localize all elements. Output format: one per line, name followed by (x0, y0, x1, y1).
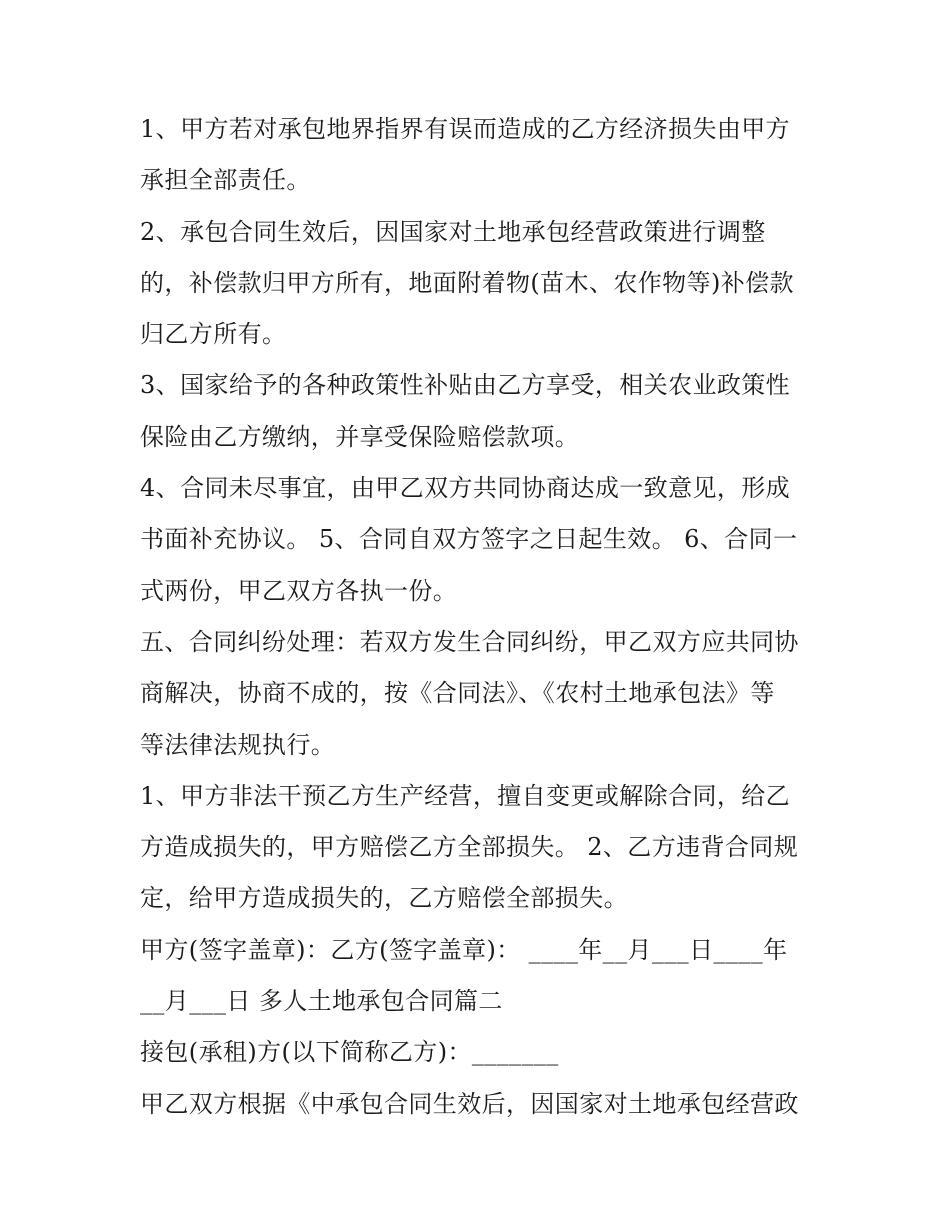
text-line: 的，补偿款归甲方所有，地面附着物(苗木、农作物等)补偿款 (140, 268, 794, 297)
text-line: 4、合同未尽事宜，由甲乙双方共同协商达成一致意见，形成 (140, 474, 791, 503)
text-line: 五、合同纠纷处理：若双方发生合同纠纷，甲乙双方应共同协 (140, 627, 799, 656)
text-line: __月___日 多人土地承包合同篇二 (140, 987, 503, 1016)
document-page (140, 104, 820, 1130)
text-line: 方造成损失的，甲方赔偿乙方全部损失。 2、乙方违背合同规 (140, 833, 799, 862)
signature-line: 甲方(签字盖章)：乙方(签字盖章)： ____年__月___日____年 (140, 935, 788, 964)
text-line: 1、甲方若对承包地界指界有误而造成的乙方经济损失由甲方 (140, 115, 791, 143)
text-line: 定，给甲方造成损失的，乙方赔偿全部损失。 (140, 884, 628, 913)
text-line: 2、承包合同生效后，因国家对土地承包经营政策进行调整 (140, 217, 766, 246)
text-line: 1、甲方非法干预乙方生产经营，擅自变更或解除合同，给乙 (140, 781, 791, 810)
text-line: 保险由乙方缴纳，并享受保险赔偿款项。 (140, 422, 580, 451)
text-line: 3、国家给予的各种政策性补贴由乙方享受，相关农业政策性 (140, 371, 791, 400)
text-line: 等法律法规执行。 (140, 730, 336, 759)
text-line: 接包(承租)方(以下简称乙方)：_______ (140, 1038, 559, 1067)
text-line: 归乙方所有。 (140, 320, 287, 349)
text-line: 商解决，协商不成的，按《合同法》、《农村土地承包法》等 (140, 679, 775, 708)
text-line: 甲乙双方根据《中承包合同生效后，因国家对土地承包经营政 (140, 1089, 799, 1118)
text-line: 书面补充协议。 5、合同自双方签字之日起生效。 6、合同一 (140, 525, 798, 554)
text-line: 承担全部责任。 (140, 166, 311, 195)
text-line: 式两份，甲乙双方各执一份。 (140, 576, 458, 605)
